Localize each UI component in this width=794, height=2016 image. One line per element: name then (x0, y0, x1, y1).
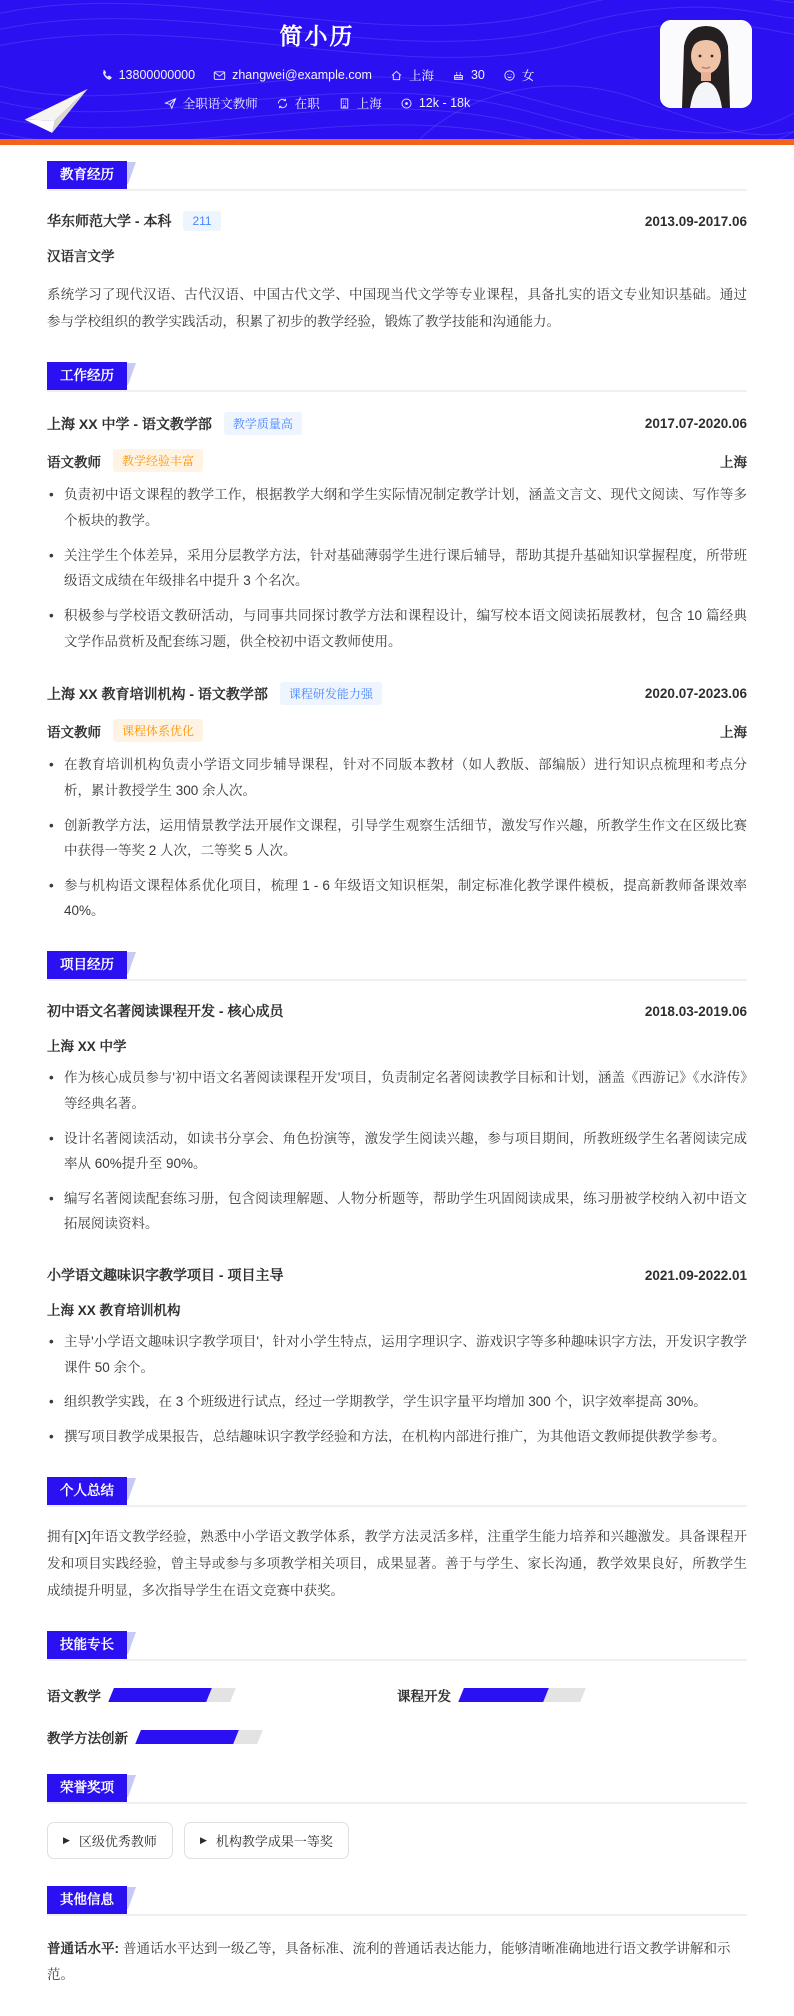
work-location: 上海 (720, 454, 747, 470)
project-date: 2018.03-2019.06 (644, 1003, 747, 1019)
honor-label: 机构教学成果一等奖 (215, 1834, 333, 1850)
job-status-item (276, 94, 320, 112)
salary-value: 12k - 18k (418, 96, 471, 110)
send-icon (164, 97, 177, 110)
age-value: 30 (470, 68, 485, 82)
section-header (47, 362, 747, 392)
honor-chip[interactable] (47, 1822, 173, 1859)
company-tag: 教学质量高 (224, 412, 302, 435)
skill-item (47, 1727, 397, 1747)
bullet-item: • 编写名著阅读配套练习册，包含阅读理解题、人物分析题等，帮助学生巩固阅读成果，练习册被学校纳入初中语文拓展阅读资料。 (47, 1186, 747, 1237)
skill-bar (108, 1688, 236, 1702)
other-info-label: 普通话水平: (47, 1941, 119, 1957)
avatar (660, 20, 752, 108)
major-name: 汉语言文学 (47, 249, 115, 265)
phone-icon (100, 69, 113, 82)
bullet-item: • 设计名著阅读活动，如读书分享会、角色扮演等，激发学生阅读兴趣，参与项目期间，所教班级学生名著阅读完成率从 60%提升至 90%。 (47, 1126, 747, 1177)
project-org: 上海 XX 中学 (47, 1039, 127, 1055)
email-item (213, 68, 372, 82)
building-icon (338, 97, 351, 110)
location-value: 上海 (408, 69, 434, 83)
play-triangle-icon: ▶ (199, 1835, 207, 1846)
gender-item (503, 66, 535, 84)
bullet-item: • 主导'小学语文趣味识字教学项目'，针对小学生特点，运用字理识字、游戏识字等多种趣味识字方法，开发识字教学课件 50 余个。 (47, 1329, 747, 1380)
section-header (47, 951, 747, 981)
work-entry (47, 682, 747, 924)
project-name: 初中语文名著阅读课程开发 - 核心成员 (47, 1003, 284, 1020)
section-title-badge: 荣誉奖项 (47, 1774, 127, 1802)
company-tag: 课程研发能力强 (280, 682, 382, 705)
section-title-badge: 其他信息 (47, 1886, 127, 1914)
section-header (47, 1631, 747, 1661)
bullet-item: • 负责初中语文课程的教学工作，根据教学大纲和学生实际情况制定教学计划，涵盖文言文、现代文阅读、写作等多个板块的教学。 (47, 482, 747, 533)
gender-value: 女 (521, 69, 535, 83)
section-title-badge: 教育经历 (47, 161, 127, 189)
section-title-badge: 项目经历 (47, 951, 127, 979)
project-entry (47, 1265, 747, 1450)
work-location: 上海 (720, 724, 747, 740)
section-work (47, 362, 747, 924)
role-tag: 课程体系优化 (113, 719, 203, 742)
school-tag-211: 211 (183, 211, 220, 231)
section-header (47, 1477, 747, 1507)
bullet-item: • 关注学生个体差异，采用分层教学方法，针对基础薄弱学生进行课后辅导，帮助其提升基础知识掌握程度，所带班级语文成绩在年级排名中提升 3 个名次。 (47, 543, 747, 594)
education-description: 系统学习了现代汉语、古代汉语、中国古代文学、中国现当代文学等专业课程，具备扎实的语文专业知识基础。通过参与学校组织的教学实践活动，积累了初步的教学经验，锻炼了教学技能和沟通能力。 (47, 287, 747, 330)
skill-bar (458, 1688, 586, 1702)
skill-bar-fill (458, 1688, 549, 1702)
section-projects (47, 951, 747, 1450)
work-bullets (47, 752, 747, 924)
resume-body (0, 161, 794, 2016)
section-title-badge: 个人总结 (47, 1477, 127, 1505)
face-icon (503, 69, 516, 82)
bullet-item: • 作为核心成员参与'初中语文名著阅读课程开发'项目，负责制定名著阅读教学目标和计划，涵盖《西游记》《水浒传》等经典名著。 (47, 1065, 747, 1116)
bullet-item: • 积极参与学校语文教研活动，与同事共同探讨教学方法和课程设计，编写校本语文阅读拓展教材，包含 10 篇经典文学作品赏析及配套练习题，供全校初中语文教师使用。 (47, 603, 747, 654)
age-item (452, 68, 485, 82)
role-name: 语文教师 (47, 724, 101, 740)
skill-bar-fill (135, 1730, 238, 1744)
section-honors (47, 1774, 747, 1859)
school-name: 华东师范大学 - 本科 (47, 213, 172, 230)
phone-value: 13800000000 (118, 68, 196, 82)
location-item (390, 66, 434, 84)
work-bullets (47, 482, 747, 654)
phone-item (100, 68, 195, 82)
section-other (47, 1886, 747, 1987)
home-icon (390, 69, 403, 82)
section-title-badge: 技能专长 (47, 1631, 127, 1659)
company-name: 上海 XX 教育培训机构 - 语文教学部 (47, 685, 268, 702)
section-header (47, 1774, 747, 1804)
city-value: 上海 (356, 97, 382, 111)
skill-name: 教学方法创新 (47, 1731, 128, 1747)
page-title: 简小历 (279, 23, 355, 49)
job-status-value: 在职 (294, 97, 320, 111)
summary-text: 拥有[X]年语文教学经验，熟悉中小学语文教学体系，教学方法灵活多样，注重学生能力培养和兴趣激发。具备课程开发和项目实践经验，曾主导或参与多项教学相关项目，成果显著。善于与学生、家长沟通，教学效果良好，所教学生成绩提升明显，多次指导学生在语文竞赛中获奖。 (47, 1528, 747, 1598)
job-title-value: 全职语文教师 (182, 97, 258, 111)
section-education (47, 161, 747, 335)
role-name: 语文教师 (47, 454, 101, 470)
skill-name: 课程开发 (397, 1689, 451, 1705)
education-date: 2013.09-2017.06 (644, 213, 747, 229)
skill-bar-fill (108, 1688, 211, 1702)
avatar-portrait (660, 20, 752, 108)
header-accent-bar (0, 139, 794, 145)
project-bullets (47, 1065, 747, 1237)
skill-name: 语文教学 (47, 1689, 101, 1705)
honor-chip[interactable] (184, 1822, 349, 1859)
section-header (47, 1886, 747, 1916)
section-title-badge: 工作经历 (47, 362, 127, 390)
other-info-text (47, 1936, 747, 1987)
job-title-item (164, 94, 258, 112)
honor-label: 区级优秀教师 (78, 1834, 157, 1850)
work-entry (47, 412, 747, 654)
bullet-item: • 在教育培训机构负责小学语文同步辅导课程，针对不同版本教材（如人教版、部编版）进行知识点梳理和考点分析，累计教授学生 300 余人次。 (47, 752, 747, 803)
bullet-item: • 参与机构语文课程体系优化项目，梳理 1 - 6 年级语文知识框架，制定标准化教学课件模板，提高新教师备课效率 40%。 (47, 873, 747, 924)
bullet-item: • 创新教学方法，运用情景教学法开展作文课程，引导学生观察生活细节，激发写作兴趣，所教学生作文在区级比赛中获得一等奖 2 人次，二等奖 5 人次。 (47, 813, 747, 864)
role-tag: 教学经验丰富 (113, 449, 203, 472)
education-entry (47, 211, 747, 335)
project-date: 2021.09-2022.01 (644, 1267, 747, 1283)
play-triangle-icon: ▶ (63, 1835, 70, 1846)
contact-row-1 (0, 66, 634, 84)
bullet-item: • 撰写项目教学成果报告，总结趣味识字教学经验和方法，在机构内部进行推广，为其他语文教师提供教学参考。 (47, 1424, 747, 1450)
email-value: zhangwei@example.com (232, 68, 372, 82)
birthday-cake-icon (452, 69, 465, 82)
contact-row-2 (0, 94, 634, 112)
target-icon (400, 97, 413, 110)
city-item (338, 94, 382, 112)
project-name: 小学语文趣味识字教学项目 - 项目主导 (47, 1267, 284, 1284)
section-header (47, 161, 747, 191)
status-arrows-icon (276, 97, 289, 110)
skills-grid (47, 1685, 747, 1747)
skill-item (47, 1685, 397, 1705)
section-skills (47, 1631, 747, 1747)
resume-header (0, 0, 794, 139)
skill-item (397, 1685, 747, 1705)
project-org: 上海 XX 教育培训机构 (47, 1303, 181, 1319)
bullet-item: • 组织教学实践，在 3 个班级进行试点，经过一学期教学，学生识字量平均增加 300 个，识字效率提高 30%。 (47, 1389, 747, 1415)
honor-chips (47, 1822, 747, 1859)
project-bullets (47, 1329, 747, 1450)
other-info-value: 普通话水平达到一级乙等，具备标准、流利的普通话表达能力，能够清晰准确地进行语文教学讲解和示范。 (47, 1941, 731, 1983)
skill-bar (135, 1730, 263, 1744)
work-date: 2020.07-2023.06 (644, 686, 747, 702)
project-entry (47, 1001, 747, 1237)
work-date: 2017.07-2020.06 (644, 416, 747, 432)
salary-item (400, 96, 470, 110)
section-summary (47, 1477, 747, 1604)
mail-icon (213, 69, 226, 82)
company-name: 上海 XX 中学 - 语文教学部 (47, 415, 212, 432)
